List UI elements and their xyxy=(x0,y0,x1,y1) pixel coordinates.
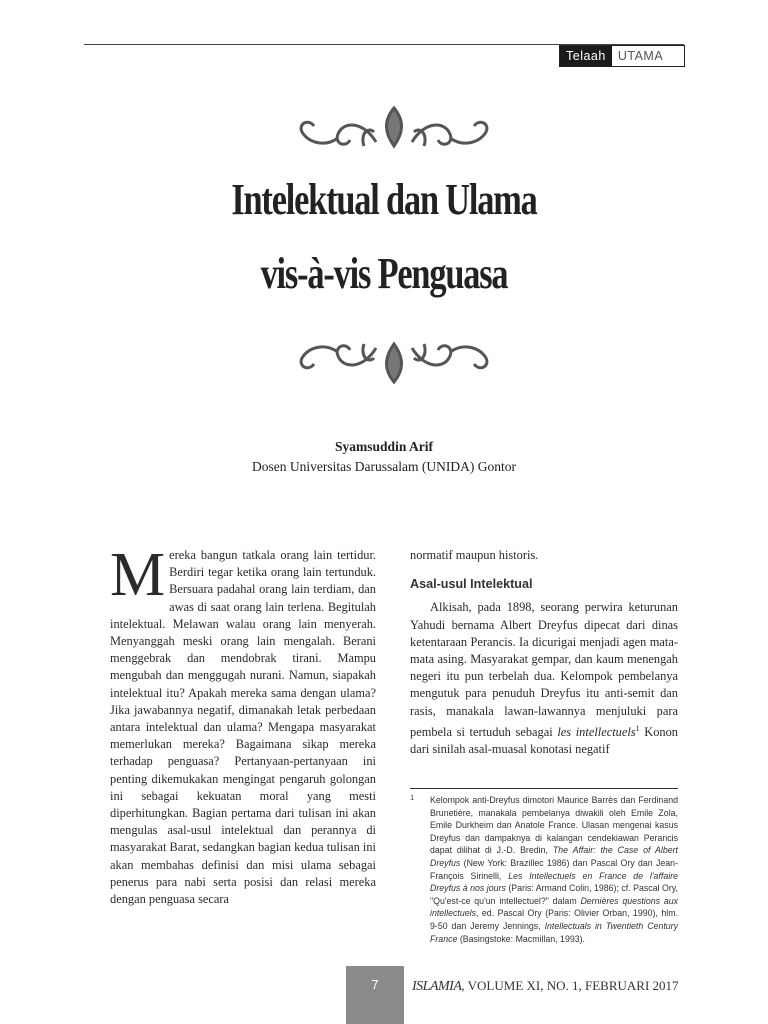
body-column-left xyxy=(110,547,376,927)
paragraph-2: Alkisah, pada 1898, seorang perwira keturunan Yahudi bernama Albert Dreyfus dipecat dari dinas ketentaraan Perancis. Ia dicurigai menjadi agen mata-mata asing. Masyarakat gempar, dan kaum menengah negeri itu pun terbelah dua. Kelompok pembelanya mengutuk para penuduh Dreyfus itu anti-semit dan rasis, manakala lawan-lawannya menjuluki para pembela si tertuduh sebagai les intellectuels$^1$ Konon dari sinilah asal-muasal konotasi negatif xyxy=(410,600,678,757)
page-number: 7 xyxy=(346,966,404,1024)
footnote-number: 1 xyxy=(410,793,415,802)
section-tag xyxy=(559,45,685,67)
author-affiliation: Dosen Universitas Darussalam (UNIDA) Gontor xyxy=(252,459,516,474)
section-tag-primary: Telaah xyxy=(560,46,612,66)
footnote-ref[interactable]: 1 xyxy=(635,723,640,733)
section-heading: Asal-usul Intelektual xyxy=(410,577,533,592)
dropcap: M xyxy=(110,547,166,609)
journal-name: ISLAMIA xyxy=(412,979,462,994)
journal-issue: , VOLUME XI, NO. 1, FEBRUARI 2017 xyxy=(461,978,679,993)
intro-paragraph xyxy=(110,547,376,908)
intro-text: ereka bangun tatkala orang lain tertidur. Berdiri tegar ketika orang lain tertunduk. Bersuara padahal orang lain terdiam, dan awas di saat orang lain terlena. Begitulah intelektual. Melawan walau orang lain menyerah. Menyanggah meski orang lain mengalah. Berani menggebrak dan mendobrak tirani. Mampu mengubah dan menggugah nurani. Namun, siapakah intelektual itu? Apakah mereka sama dengan ulama? Jika jawabannya negatif, dimanakah letak perbedaan antara intelektual dan ulama? Mengapa masyarakat memerlukan mereka? Bagaimana sikap mereka terhadap penguasa? Pertanyaan-pertanyaan ini penting dikemukakan mengingat pengaruh golongan ini sebagai kekuatan moral yang mesti diperhitungkan. Bagian pertama dari tulisan ini akan mengulas asal-usul intelektual dan perannya di masyarakat Barat, sedangkan bagian kedua tulisan ini akan membahas definisi dan misi ulama sebagai penerus para nabi serta posisi dan relasi mereka dengan penguasa secara xyxy=(110,548,376,907)
article-title-line1: Intelektual dan Ulama xyxy=(231,175,537,224)
footnote xyxy=(410,794,678,945)
section-tag-secondary: UTAMA xyxy=(617,49,664,63)
continuation-text: normatif maupun historis. xyxy=(410,548,539,562)
journal-footer xyxy=(412,978,679,995)
article-title-line2: vis-à-vis Penguasa xyxy=(260,249,508,298)
footnote-rule xyxy=(410,788,678,789)
body-column-right xyxy=(410,547,678,758)
author-name: Syamsuddin Arif xyxy=(335,439,433,454)
ornament-top xyxy=(294,102,494,154)
ornament-bottom xyxy=(294,336,494,388)
footnote-text: Kelompok anti-Dreyfus dimotori Maurice Barrès dan Ferdinand Brunetière, manakala pembelanya diwakili oleh Emile Zola, Emile Durkheim dan Anatole France. Ulasan mengenai kasus Dreyfus dan dampaknya di kalangan cendekiawan Perancis dapat dilihat di J.-D. Bredin, The Affair: the Case of Albert Dreyfus (New York: Brazillec 1986) dan Pascal Ory dan Jean-François Sirinelli, Les Intellectuels en France de l'affaire Dreyfus à nos jours (Paris: Armand Colin, 1986); cf. Pascal Ory, "Qu'est-ce qu'un intellectuel?" dalam Dernières questions aux intellectuels, ed. Pascal Ory (Paris: Olivier Orban, 1990), hlm. 9-50 dan Jeremy Jennings, Intellectuals in Twentieth Century France (Basingstoke: Macmillan, 1993). xyxy=(430,795,679,944)
